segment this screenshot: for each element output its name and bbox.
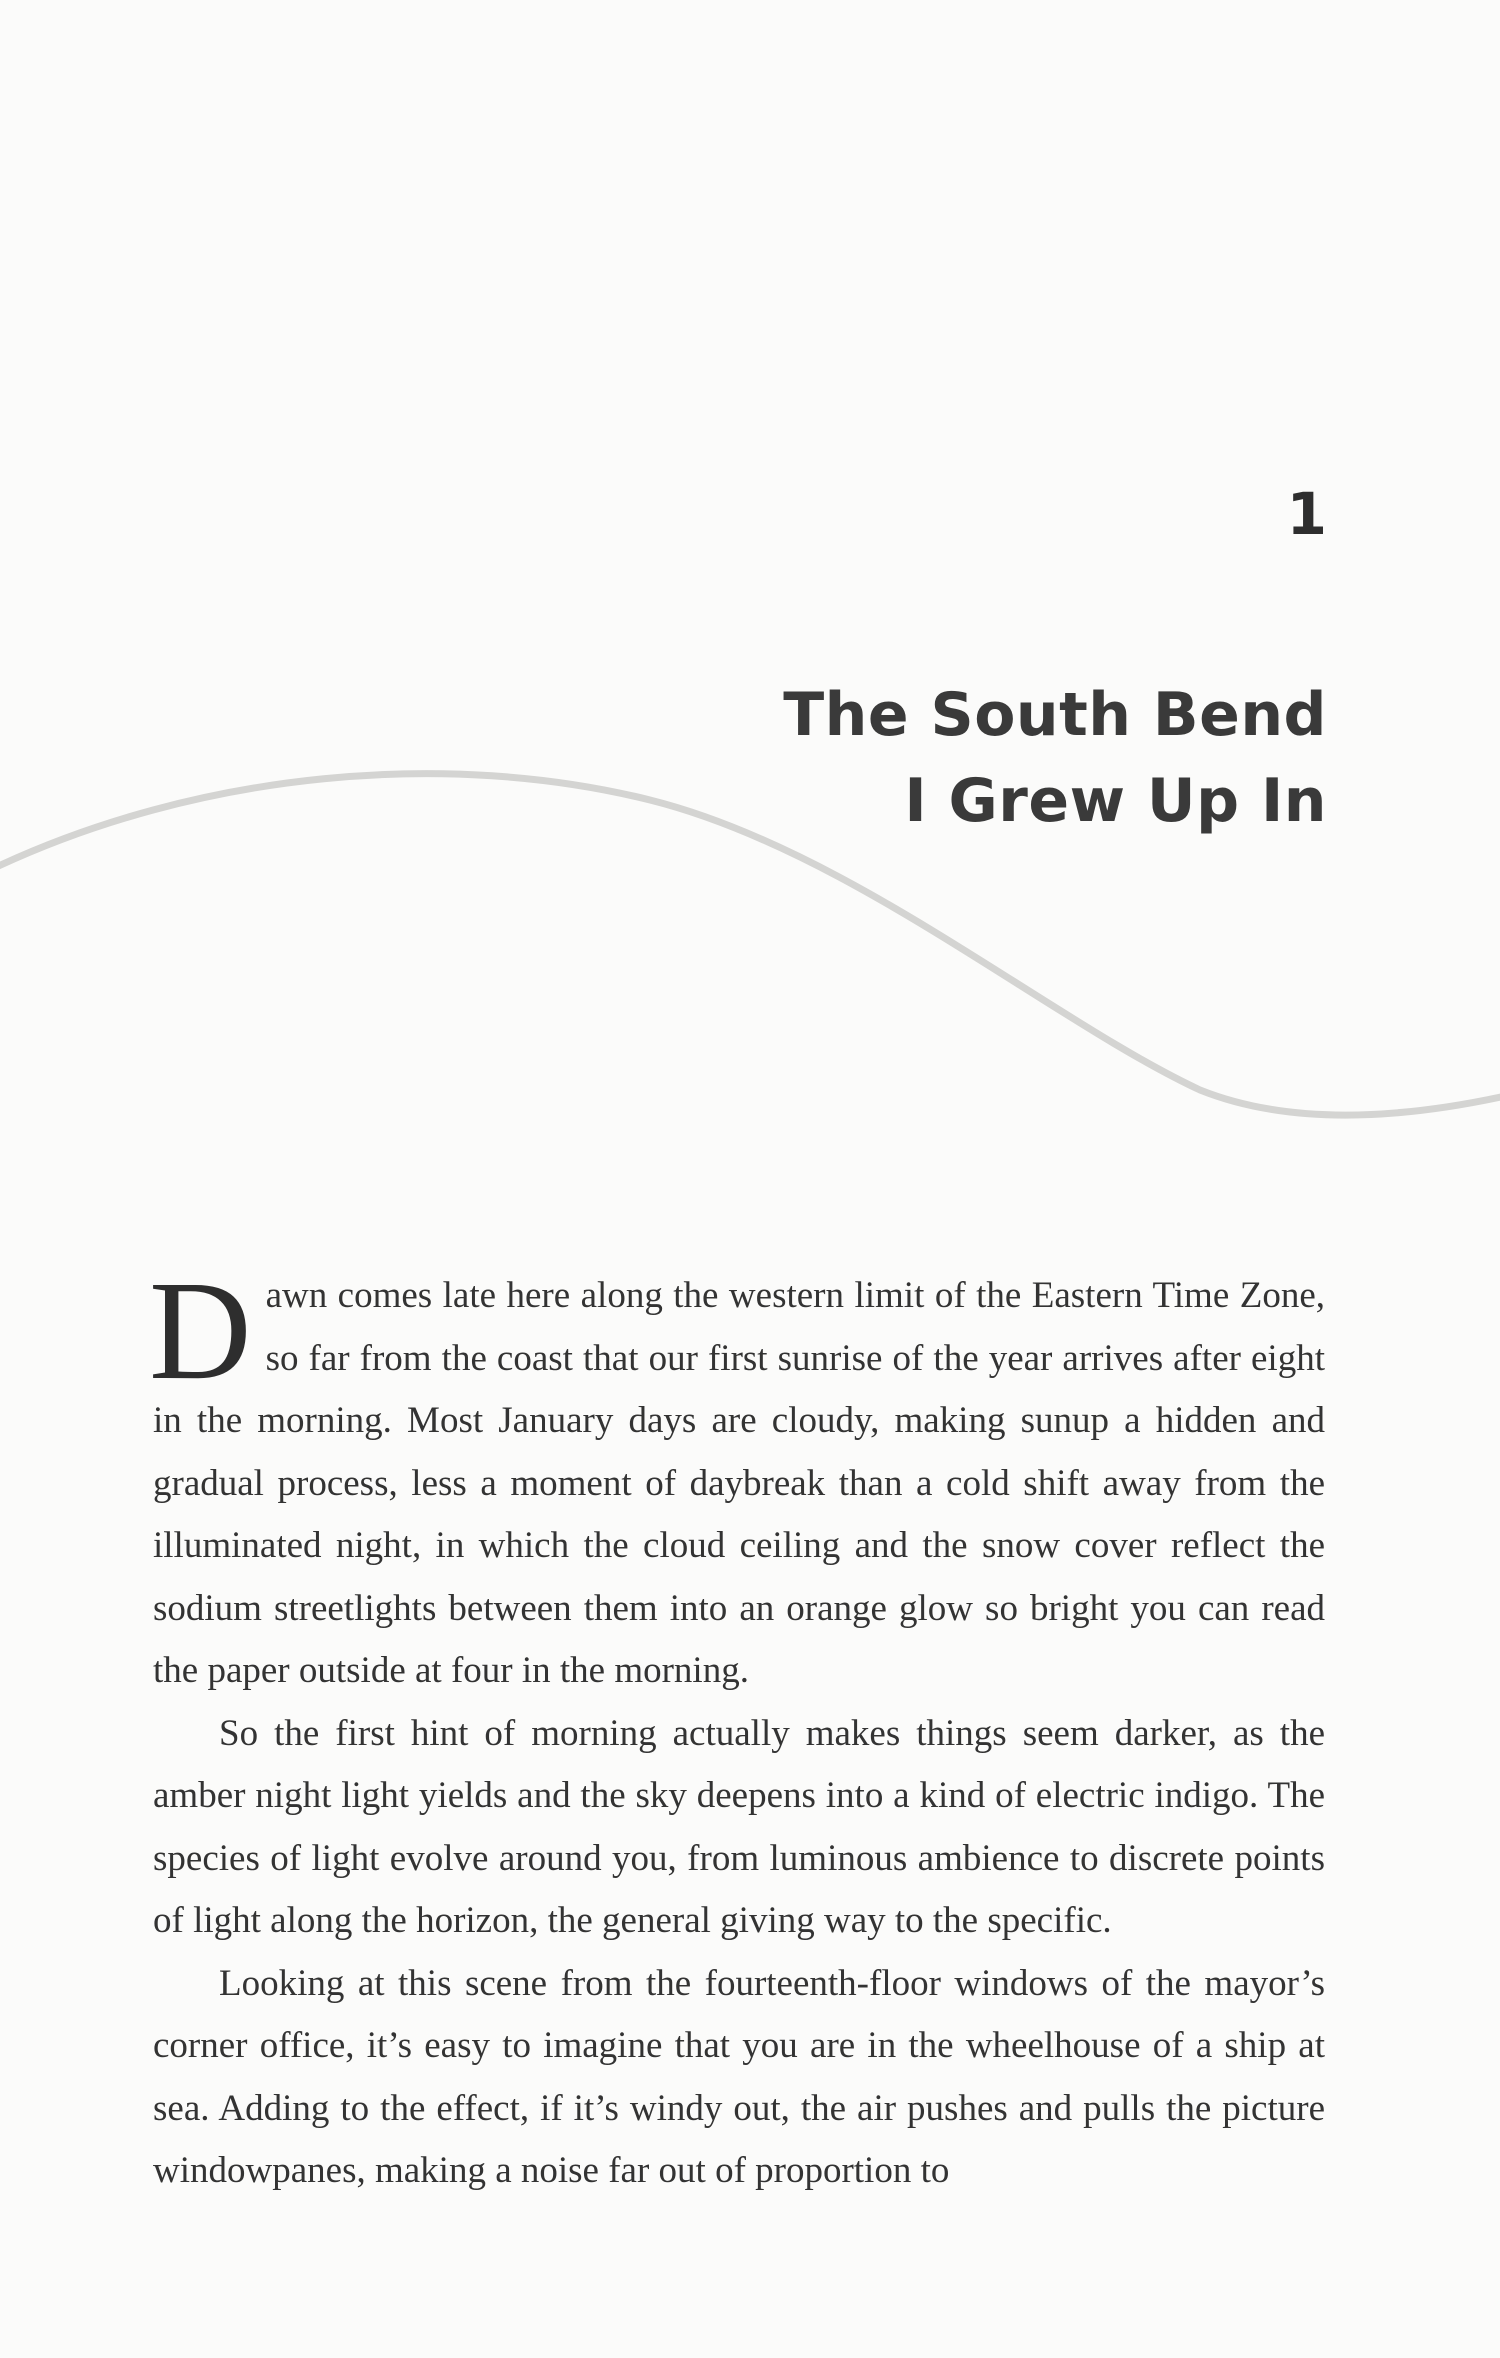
chapter-number: 1 xyxy=(1286,480,1327,548)
chapter-title-line-1: The South Bend xyxy=(783,680,1327,750)
drop-cap: D xyxy=(149,1251,252,1409)
chapter-body xyxy=(149,1251,1325,2203)
chapter-title-line-2: I Grew Up In xyxy=(904,766,1327,836)
paragraph-1-text: awn comes late here along the western limit of the Eastern Time Zone, so far from the coast that our first sunrise of the year arrives after eight in the morning. Most January days are cloudy, making sunup a hidden and gradual process, less a moment of daybreak than a cold shift away from the illuminated night, in which the cloud ceiling and the snow cover reflect the sodium streetlights between them into an orange glow so bright you can read the paper outside at four in the morning. xyxy=(153,1275,1325,1691)
paragraph-1 xyxy=(149,1251,1325,1703)
chapter-title xyxy=(527,672,1327,844)
paragraph-2: So the first hint of morning actually makes things seem darker, as the amber night light yields and the sky deepens into a kind of electric indigo. The species of light evolve around you, from luminous ambience to discrete points of light along the horizon, the general giving way to the specific. xyxy=(153,1712,1325,1941)
paragraph-3: Looking at this scene from the fourteenth-floor windows of the mayor’s corner office, it’s easy to imagine that you are in the wheelhouse of a ship at sea. Adding to the effect, if it’s windy out, the air pushes and pulls the picture windowpanes, making a noise far out of proportion to xyxy=(153,1962,1325,2191)
